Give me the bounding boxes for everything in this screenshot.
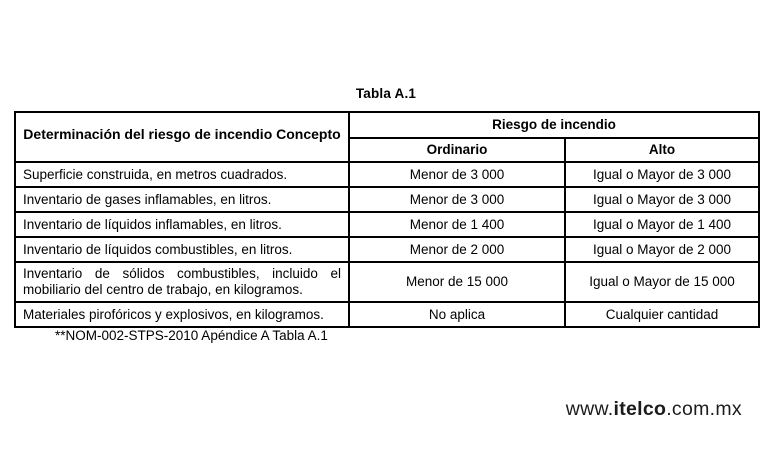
column-header-ordinario: Ordinario [349, 138, 565, 162]
alto-cell: Igual o Mayor de 3 000 [565, 187, 759, 212]
concept-cell: Inventario de sólidos combustibles, incluido el mobiliario del centro de trabajo, en kilogramos. [15, 262, 349, 302]
table-row [15, 237, 759, 262]
table-title: Tabla A.1 [355, 86, 417, 101]
column-header-riesgo-de-incendio: Riesgo de incendio [349, 112, 759, 138]
table-footnote: **NOM-002-STPS-2010 Apéndice A Tabla A.1 [55, 328, 328, 343]
table-row [15, 212, 759, 237]
concept-cell: Superficie construida, en metros cuadrados. [15, 162, 349, 187]
concept-cell: Inventario de gases inflamables, en litros. [15, 187, 349, 212]
ordinario-cell: Menor de 3 000 [349, 162, 565, 187]
alto-cell: Igual o Mayor de 1 400 [565, 212, 759, 237]
url-brand-name: itelco [613, 398, 667, 420]
header-row-group [15, 112, 759, 138]
alto-cell: Igual o Mayor de 3 000 [565, 162, 759, 187]
alto-cell: Igual o Mayor de 2 000 [565, 237, 759, 262]
column-header-alto: Alto [565, 138, 759, 162]
website-url [566, 398, 742, 421]
url-prefix: www. [565, 398, 614, 420]
ordinario-cell: Menor de 15 000 [349, 262, 565, 302]
ordinario-cell: No aplica [349, 302, 565, 327]
table-row [15, 162, 759, 187]
table-row [15, 262, 759, 302]
column-header-concept: Determinación del riesgo de incendio Concepto [15, 112, 349, 162]
ordinario-cell: Menor de 1 400 [349, 212, 565, 237]
alto-cell: Igual o Mayor de 15 000 [565, 262, 759, 302]
ordinario-cell: Menor de 2 000 [349, 237, 565, 262]
table-row [15, 187, 759, 212]
ordinario-cell: Menor de 3 000 [349, 187, 565, 212]
concept-cell: Inventario de líquidos inflamables, en litros. [15, 212, 349, 237]
table-row [15, 302, 759, 327]
concept-cell: Inventario de líquidos combustibles, en litros. [15, 237, 349, 262]
fire-risk-table [14, 111, 760, 328]
concept-cell: Materiales pirofóricos y explosivos, en kilogramos. [15, 302, 349, 327]
alto-cell: Cualquier cantidad [565, 302, 759, 327]
url-suffix: .com.mx [666, 398, 742, 420]
